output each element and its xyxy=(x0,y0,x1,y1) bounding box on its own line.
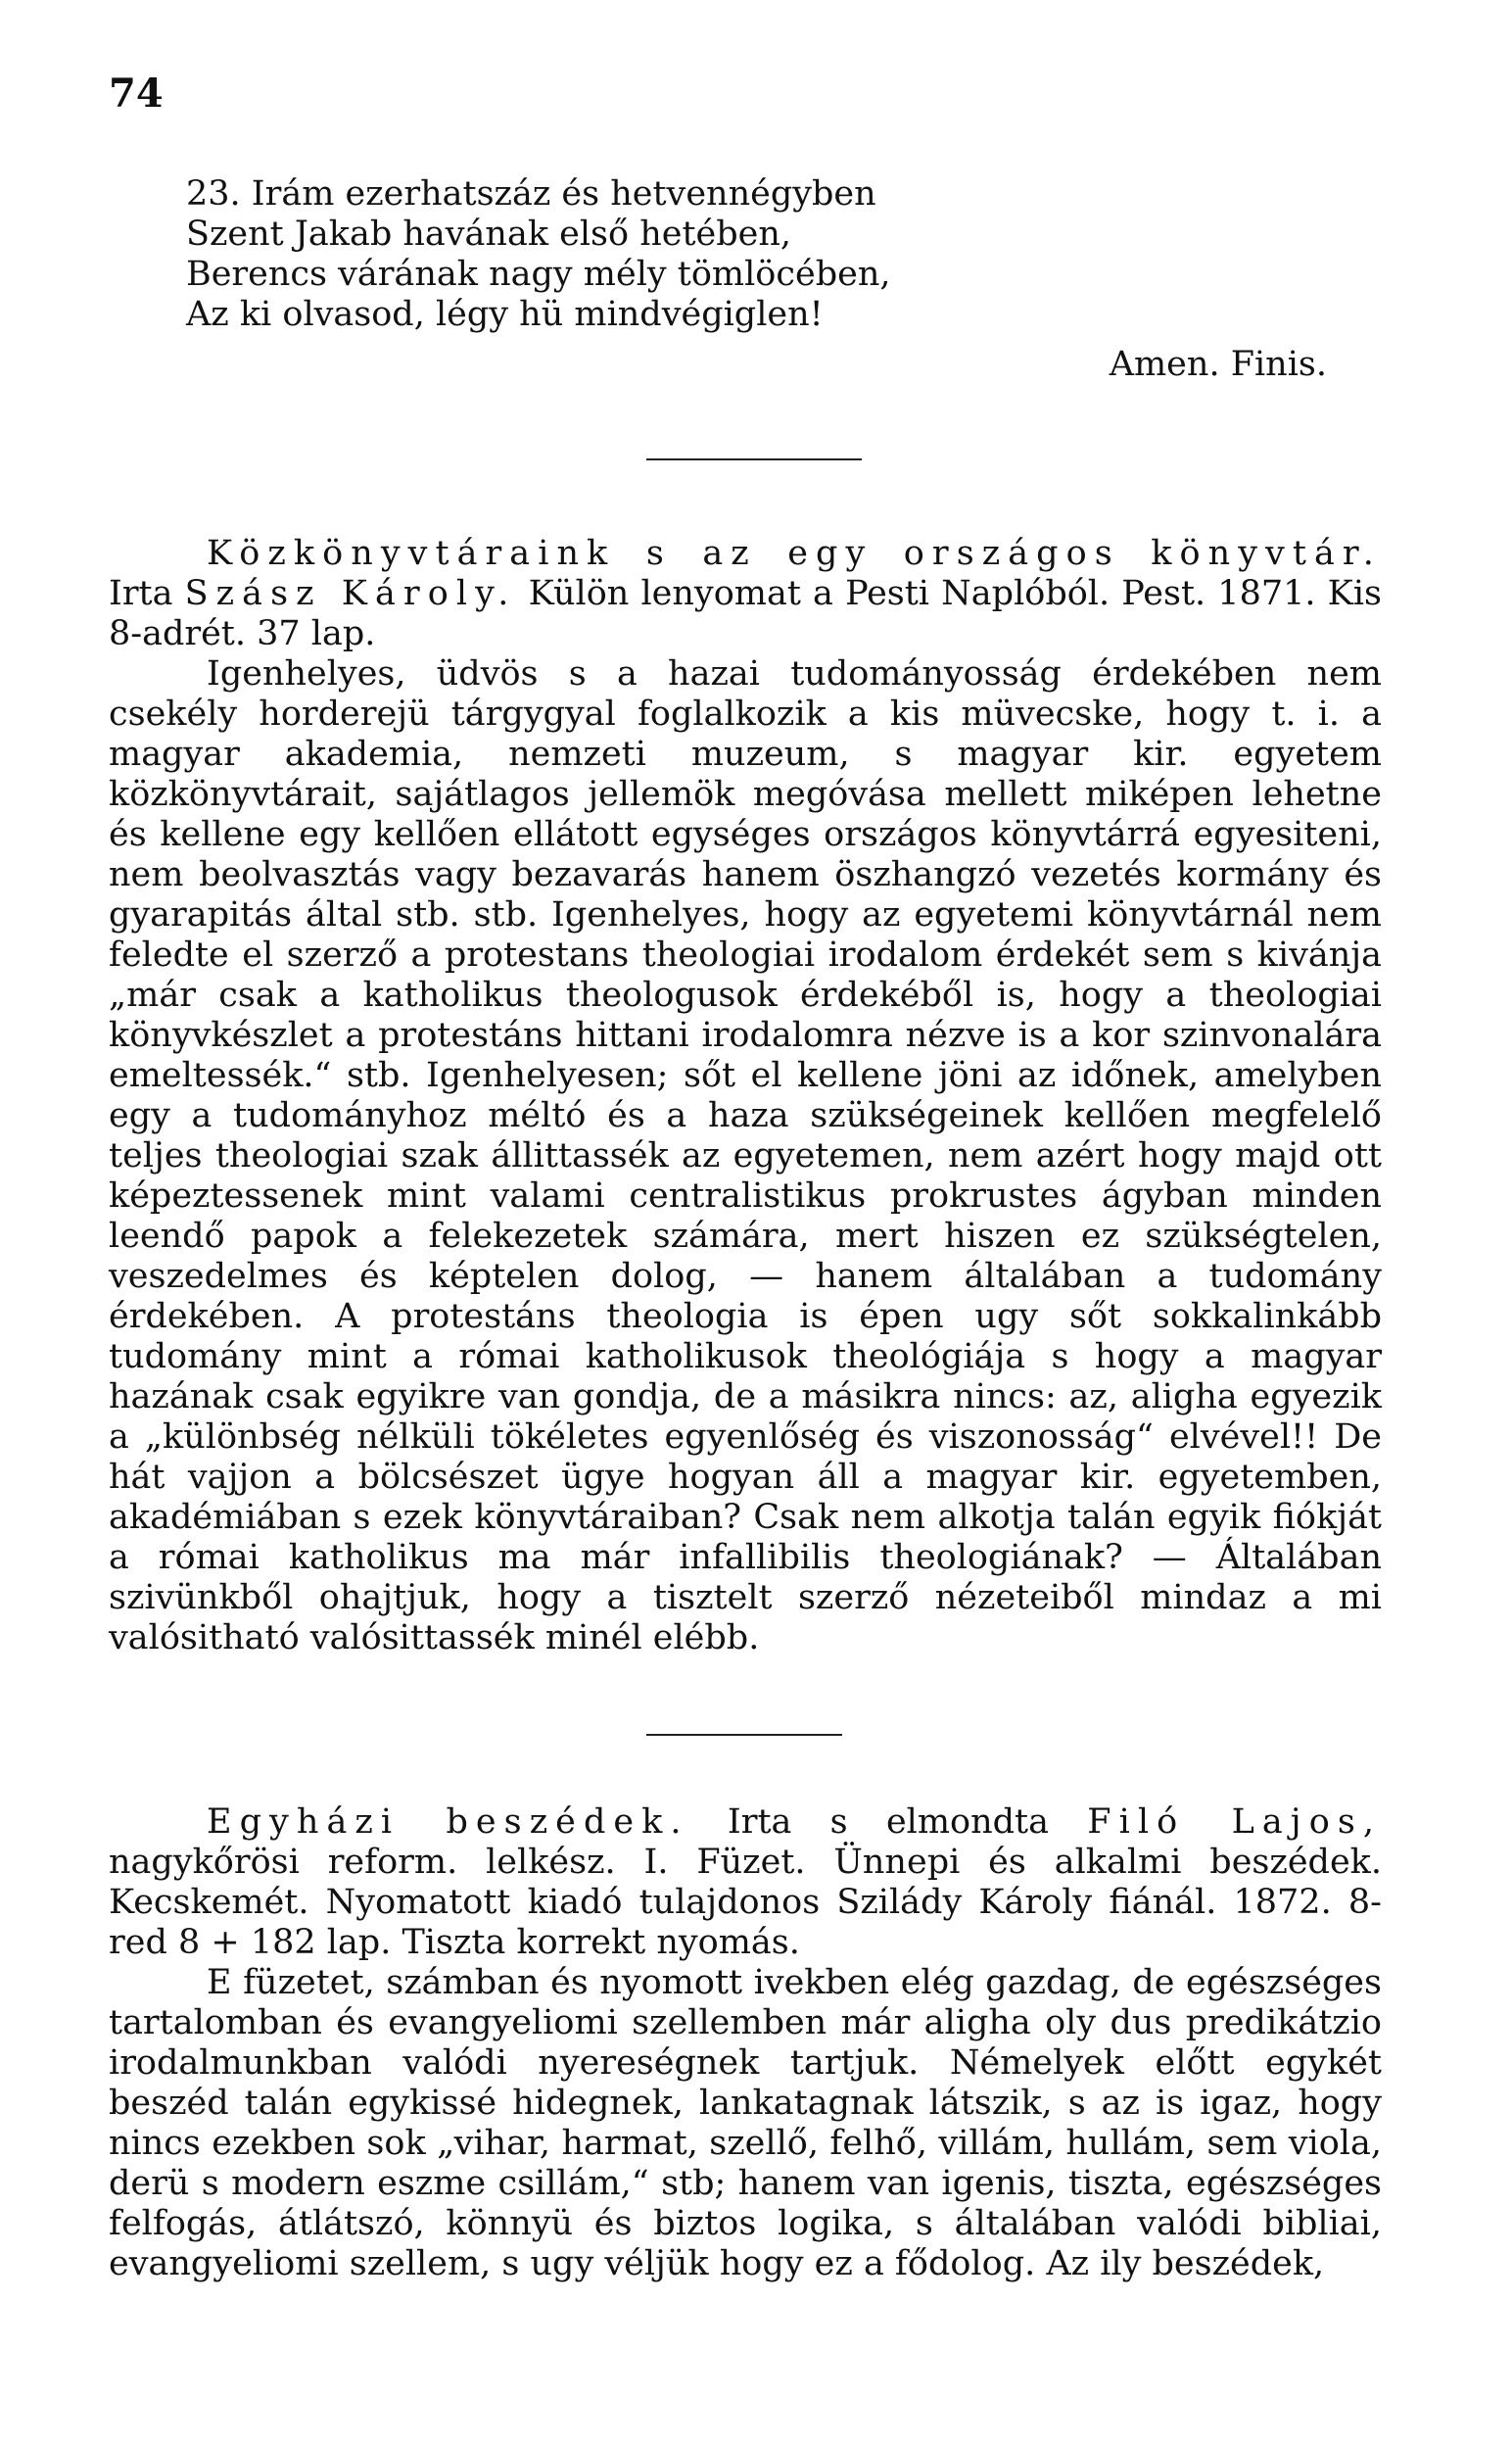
review-bibliography: Külön lenyomat a Pesti Naplóból. Pest. 1871. Kis 8-adrét. 37 lap. xyxy=(109,574,1382,653)
section-divider xyxy=(646,458,862,460)
review-section-2 xyxy=(109,1802,1382,2284)
review-title-rest: Irta s elmondta xyxy=(688,1802,1088,1842)
review-title-rest: Irta xyxy=(109,574,185,613)
poem-line: Berencs várának nagy mély tömlöcében, xyxy=(186,255,891,294)
review-header-2 xyxy=(109,1802,1382,1963)
review-author: Filó Lajos, xyxy=(1087,1802,1383,1842)
poem-line: Az ki olvasod, légy hü mindvégiglen! xyxy=(186,295,824,334)
page-number: 74 xyxy=(109,71,164,117)
poem xyxy=(186,174,1361,385)
review-title: Közkönyvtáraink s az egy országos könyvtár. xyxy=(207,534,1382,573)
review-body-2: E füzetet, számban és nyomott ivekben elég gazdag, de egészséges tartalomban és evangyeliomi szellemben már aligha oly dus predikátzio irodalmunkban valódi nyereségnek tartjuk. Némelyek előtt egykét beszéd talán egykissé hidegnek, lankatagnak látszik, s az is igaz, hogy nincs ezekben sok „vihar, harmat, szellő, felhő, villám, hullám, sem viola, derü s modern eszme csillám,“ stb; hanem van igenis, tiszta, egészséges felfogás, átlátszó, könnyü és biztos logika, s általában valódi bibliai, evangyeliomi szellem, s ugy véljük hogy ez a fődolog. Az ily beszédek, xyxy=(109,1963,1382,2283)
review-author: Szász Károly. xyxy=(184,574,517,613)
section-divider xyxy=(646,1734,842,1736)
review-bibliography: nagykőrösi reform. lelkész. I. Füzet. Ünnepi és alkalmi beszédek. Kecskemét. Nyomatott kiadó tulajdonos Szilády Károly fiánál. 1872. 8-red 8 + 182 lap. Tiszta korrekt nyomás. xyxy=(109,1843,1382,1962)
review-body-1: Igenhelyes, üdvös s a hazai tudományosság érdekében nem csekély horderejü tárgygyal foglalkozik a kis müvecske, hogy t. i. a magyar akademia, nemzeti muzeum, s magyar kir. egyetem közkönyvtárait, sajátlagos jellemök megóvása mellett miképen lehetne és kellene egy kellően ellátott egységes országos könyvtárrá egyesiteni, nem beolvasztás vagy bezavarás hanem öszhangzó vezetés kormány és gyarapitás által stb. stb. Igenhelyes, hogy az egyetemi könyvtárnál nem feledte el szerző a protestans theologiai irodalom érdekét sem s kivánja „már csak a katholikus theologusok érdekéből is, hogy a theologiai könyvkészlet a protestáns hittani irodalomra nézve is a kor szinvonalára emeltessék.“ stb. Igenhelyesen; sőt el kellene jöni az időnek, amelyben egy a tudományhoz méltó és a haza szükségeinek kellően megfelelő teljes theologiai szak állittassék az egyetemen, nem azért hogy majd ott képeztessenek mint valami centralistikus prokrustes ágyban minden leendő papok a felekezetek számára, mert hiszen ez szükségtelen, veszedelmes és képtelen dolog, — hanem általában a tudomány érdekében. A protestáns theologia is épen ugy sőt sokkalinkább tudomány mint a római katholikusok theológiája s hogy a magyar hazának csak egyikre van gondja, de a másikra nincs: az, aligha egyezik a „különbség nélküli tökéletes egyenlőség és viszonosság“ elvével!! De hát vajjon a bölcsészet ügye hogyan áll a magyar kir. egyetemben, akadémiában s ezek könyvtáraiban? Csak nem alkotja talán egyik fiókját a római katholikus ma már infallibilis theologiának? — Általában szivünkből ohajtjuk, hogy a tisztelt szerző nézeteiből mindaz a mi valósitható valósittassék minél elébb. xyxy=(109,654,1382,1657)
review-header-1 xyxy=(109,534,1382,654)
poem-line: Szent Jakab havának első hetében, xyxy=(186,215,792,254)
poem-line: 23. Irám ezerhatszáz és hetvennégyben xyxy=(186,174,876,214)
review-section-1 xyxy=(109,534,1382,1658)
review-title: Egyházi beszédek. xyxy=(207,1802,689,1842)
poem-closing: Amen. Finis. xyxy=(1109,345,1327,384)
